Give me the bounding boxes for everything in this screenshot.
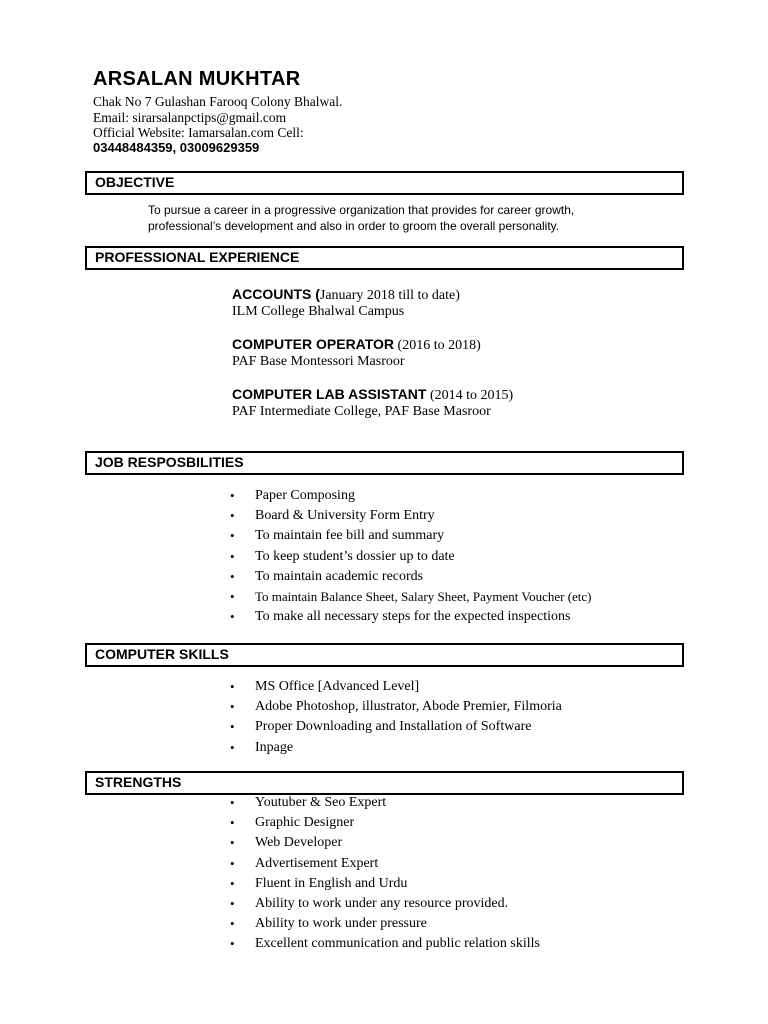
list-item: • Youtuber & Seo Expert bbox=[230, 793, 540, 813]
website: Official Website: Iamarsalan.com Cell: bbox=[93, 125, 304, 140]
list-item: • Proper Downloading and Installation of Software bbox=[230, 717, 562, 737]
list-item: • Fluent in English and Urdu bbox=[230, 874, 540, 894]
phone-numbers: 03448484359, 03009629359 bbox=[93, 140, 260, 155]
strengths-heading: STRENGTHS bbox=[95, 774, 182, 790]
job-title: COMPUTER LAB ASSISTANT bbox=[232, 386, 427, 402]
list-item: • Excellent communication and public relation skills bbox=[230, 934, 540, 954]
list-item: • To maintain Balance Sheet, Salary Sheet, Payment Voucher (etc) bbox=[230, 587, 592, 607]
experience-item bbox=[232, 286, 460, 320]
strengths-heading-bar bbox=[85, 771, 684, 795]
list-item: • Web Developer bbox=[230, 833, 540, 853]
objective-text bbox=[148, 202, 648, 234]
job-place: PAF Intermediate College, PAF Base Masroor bbox=[232, 404, 491, 419]
address: Chak No 7 Gulashan Farooq Colony Bhalwal. bbox=[93, 94, 343, 109]
list-item: • MS Office [Advanced Level] bbox=[230, 677, 562, 697]
skills-heading-bar bbox=[85, 643, 684, 667]
skills-heading: COMPUTER SKILLS bbox=[95, 646, 229, 662]
objective-heading-bar bbox=[85, 171, 684, 195]
responsibilities-heading-bar bbox=[85, 451, 684, 475]
email: Email: sirarsalanpctips@gmail.com bbox=[93, 110, 287, 125]
list-item: • Graphic Designer bbox=[230, 813, 540, 833]
responsibilities-heading: JOB RESPOSBILITIES bbox=[95, 454, 244, 470]
list-item: • Inpage bbox=[230, 738, 562, 758]
list-item: • To make all necessary steps for the expected inspections bbox=[230, 607, 592, 627]
experience-heading-bar bbox=[85, 246, 684, 270]
job-place: ILM College Bhalwal Campus bbox=[232, 304, 405, 319]
list-item: • To maintain fee bill and summary bbox=[230, 526, 592, 546]
list-item: • To keep student’s dossier up to date bbox=[230, 547, 592, 567]
experience-item bbox=[232, 336, 481, 370]
list-item: • Ability to work under pressure bbox=[230, 914, 540, 934]
job-title: ACCOUNTS ( bbox=[232, 286, 320, 302]
candidate-name: ARSALAN MUKHTAR bbox=[93, 68, 301, 90]
objective-heading: OBJECTIVE bbox=[95, 174, 175, 190]
list-item: • Advertisement Expert bbox=[230, 854, 540, 874]
job-title: COMPUTER OPERATOR bbox=[232, 336, 395, 352]
objective-line: professional’s development and also in order to groom the overall personality. bbox=[148, 219, 560, 233]
objective-line: To pursue a career in a progressive organization that provides for career growth, bbox=[148, 203, 575, 217]
list-item: • Ability to work under any resource provided. bbox=[230, 894, 540, 914]
job-dates: (2016 to 2018) bbox=[394, 338, 481, 353]
skills-list bbox=[230, 677, 562, 758]
experience-heading: PROFESSIONAL EXPERIENCE bbox=[95, 249, 300, 265]
strengths-list bbox=[230, 793, 540, 955]
list-item: • To maintain academic records bbox=[230, 567, 592, 587]
list-item: • Board & University Form Entry bbox=[230, 506, 592, 526]
job-dates: (2014 to 2015) bbox=[426, 388, 514, 403]
list-item: • Paper Composing bbox=[230, 486, 592, 506]
job-place: PAF Base Montessori Masroor bbox=[232, 354, 405, 369]
experience-item bbox=[232, 386, 513, 420]
responsibilities-list bbox=[230, 486, 592, 627]
job-dates: January 2018 till to date) bbox=[319, 288, 460, 303]
list-item: • Adobe Photoshop, illustrator, Abode Premier, Filmoria bbox=[230, 697, 562, 717]
